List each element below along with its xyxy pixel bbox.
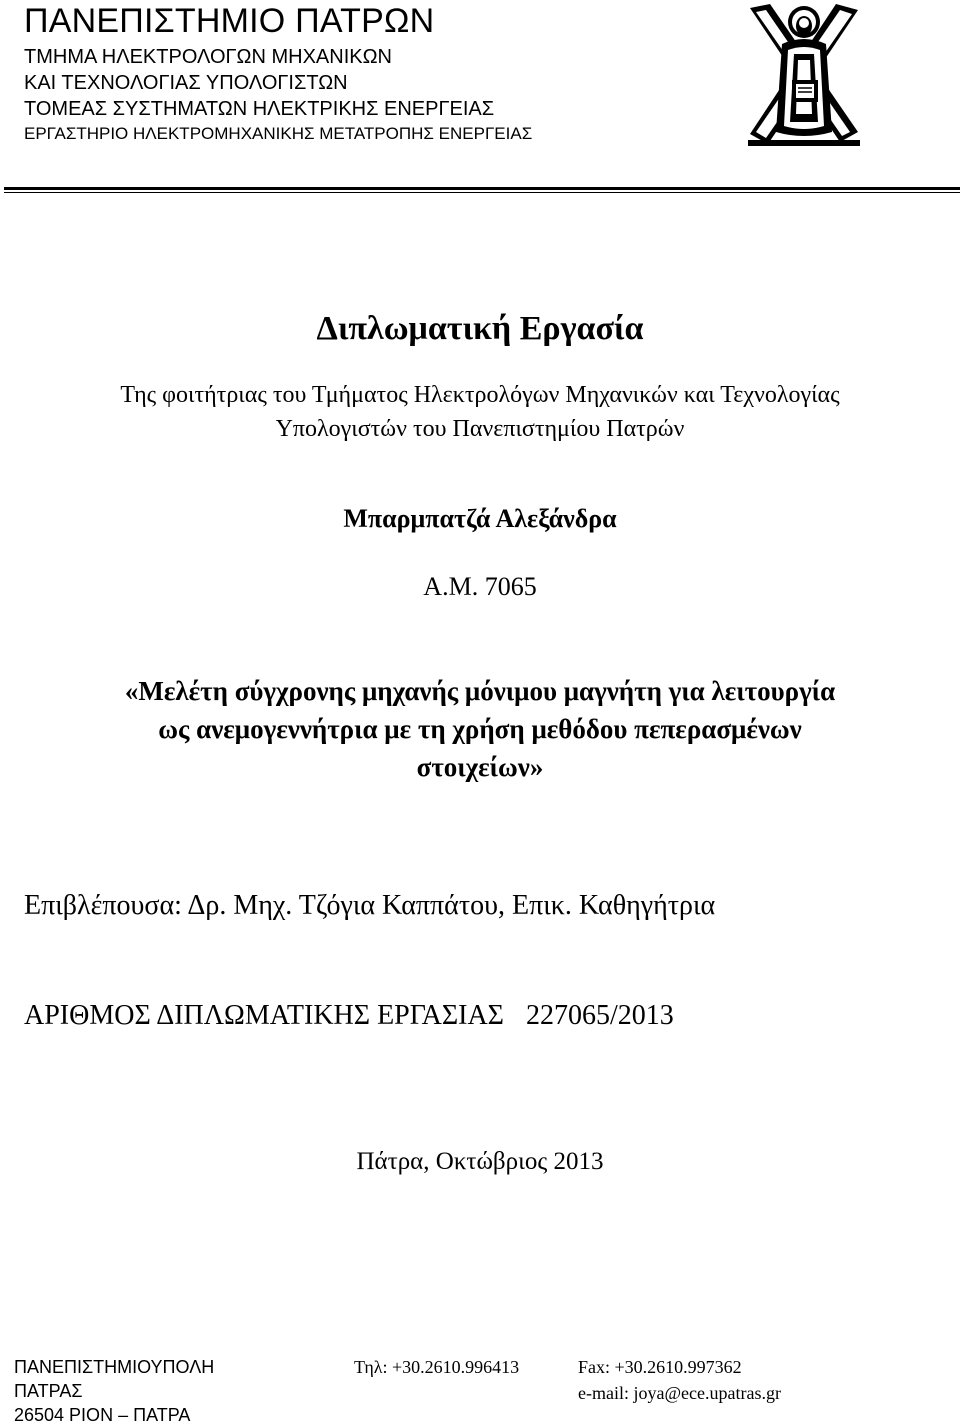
registration-number: Α.Μ. 7065 [423,572,537,601]
thesis-number [24,1000,674,1032]
footer-address-line-3: 26504 ΡΙΟΝ – ΠΑΤΡΑ [14,1405,191,1425]
thesis-number-value: 227065/2013 [525,1000,674,1031]
university-name: ΠΑΝΕΠΙΣΤΗΜΙΟ ΠΑΤΡΩΝ [24,2,435,40]
header-divider [4,187,960,190]
department-line-1: ΤΜΗΜΑ ΗΛΕΚΤΡΟΛΟΓΩΝ ΜΗΧΑΝΙΚΩΝ [24,46,392,68]
header-divider-thin [4,192,960,193]
supervisor: Επιβλέπουσα: Δρ. Μηχ. Τζόγια Καππάτου, Επικ. Καθηγήτρια [24,890,716,921]
university-seal-icon [748,4,860,146]
footer-address-line-2: ΠΑΤΡΑΣ [14,1381,83,1401]
footer-fax: Fax: +30.2610.997362 [578,1357,742,1377]
thesis-title-line-1: «Μελέτη σύγχρονης μηχανής μόνιμου μαγνήτη για λειτουργία [124,676,836,706]
document-title: Διπλωματική Εργασία [316,310,644,347]
footer-email: e-mail: joya@ece.upatras.gr [578,1383,781,1403]
thesis-number-label: ΑΡΙΘΜΟΣ ΔΙΠΛΩΜΑΤΙΚΗΣ ΕΡΓΑΣΙΑΣ [24,1000,504,1031]
sector-name: ΤΟΜΕΑΣ ΣΥΣΤΗΜΑΤΩΝ ΗΛΕΚΤΡΙΚΗΣ ΕΝΕΡΓΕΙΑΣ [24,98,495,120]
description-line-1: Της φοιτήτριας του Τμήματος Ηλεκτρολόγων Μηχανικών και Τεχνολογίας [120,382,840,408]
description-line-2: Υπολογιστών του Πανεπιστημίου Πατρών [275,416,685,442]
place-date: Πάτρα, Οκτώβριος 2013 [356,1148,604,1175]
department-line-2: ΚΑΙ ΤΕΧΝΟΛΟΓΙΑΣ ΥΠΟΛΟΓΙΣΤΩΝ [24,72,348,94]
thesis-title-line-3: στοιχείων» [416,752,544,782]
thesis-title-line-2: ως ανεμογεννήτρια με τη χρήση μεθόδου πεπερασμένων [158,714,802,744]
footer-phone: Τηλ: +30.2610.996413 [354,1357,520,1377]
student-name: Μπαρμπατζά Αλεξάνδρα [343,504,617,533]
laboratory-name: ΕΡΓΑΣΤΗΡΙΟ ΗΛΕΚΤΡΟΜΗΧΑΝΙΚΗΣ ΜΕΤΑΤΡΟΠΗΣ ΕΝΕΡΓΕΙΑΣ [24,124,533,143]
footer-address-line-1: ΠΑΝΕΠΙΣΤΗΜΙΟΥΠΟΛΗ [14,1357,215,1377]
